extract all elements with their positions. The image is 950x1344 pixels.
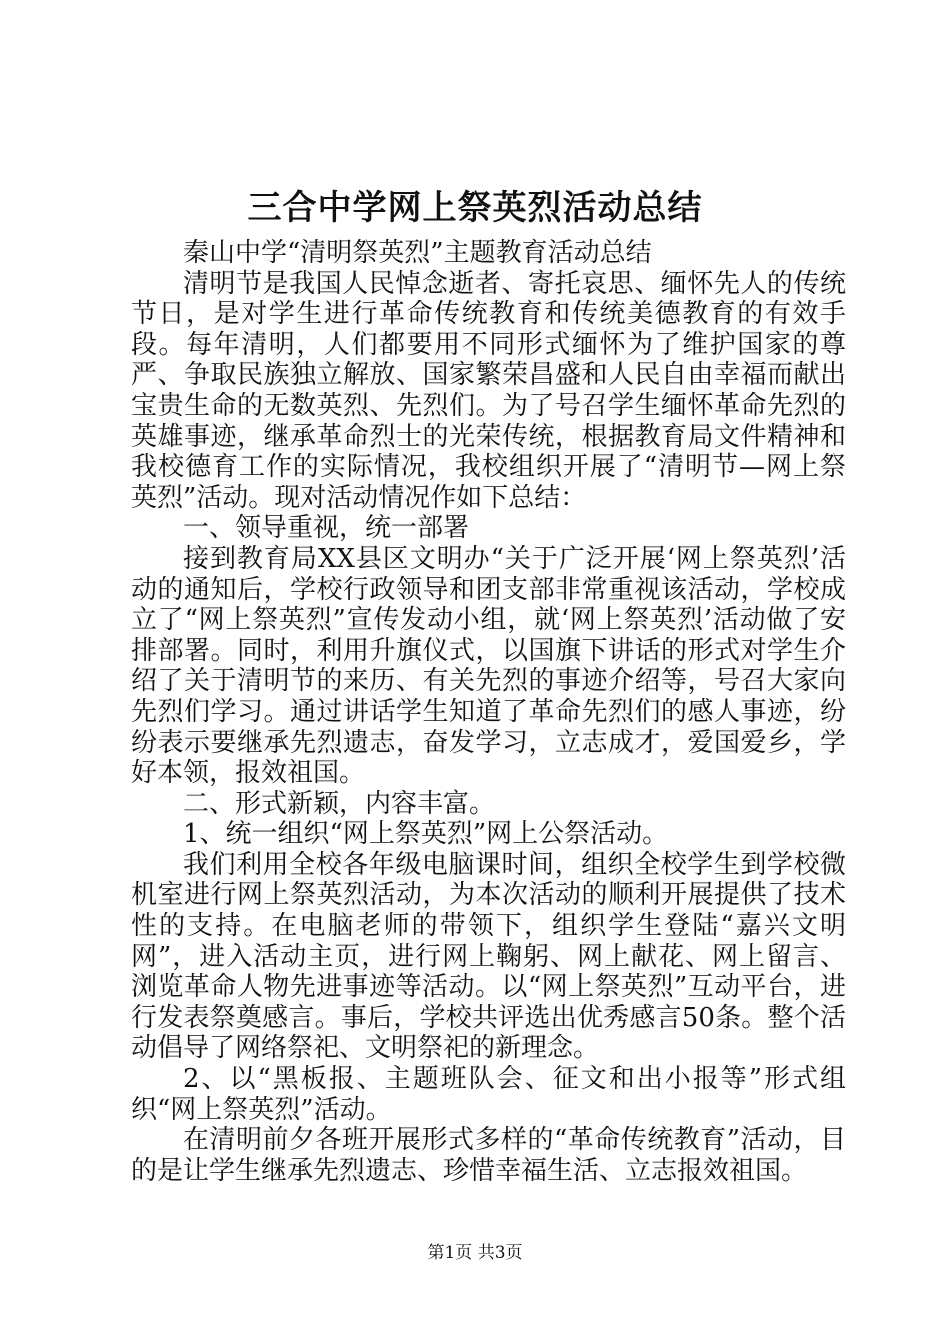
document-body [131, 238, 846, 1186]
paragraph-subsection-2: 在清明前夕各班开展形式多样的“革命传统教育”活动，目的是让学生继承先烈遗志、珍惜幸福生活、立志报效祖国。 [131, 1125, 846, 1186]
section-heading-2: 二、形式新颖，内容丰富。 [183, 788, 496, 819]
paragraph-section-1: 接到教育局XX县区文明办“关于广泛开展‘网上祭英烈’活动的通知后，学校行政领导和团支部非常重视该活动，学校成立了“网上祭英烈”宣传发动小组，就‘网上祭英烈’活动做了安排部署。同时，利用升旗仪式，以国旗下讲话的形式对学生介绍了关于清明节的来历、有关先烈的事迹介绍等，号召大家向先烈们学习。通过讲话学生知道了革命先烈们的感人事迹，纷纷表示要继承先烈遗志，奋发学习，立志成才，爱国爱乡，学好本领，报效祖国。 [131, 543, 846, 789]
subsection-heading-1: 1、统一组织“网上祭英烈”网上公祭活动。 [183, 819, 669, 850]
section-heading-1: 一、领导重视，统一部署 [183, 513, 470, 544]
paragraph-subtitle: 秦山中学“清明祭英烈”主题教育活动总结 [183, 238, 652, 268]
paragraph-subsection-1: 我们利用全校各年级电脑课时间，组织全校学生到学校微机室进行网上祭英烈活动，为本次活动的顺利开展提供了技术性的支持。在电脑老师的带领下，组织学生登陆“嘉兴文明网”，进入活动主页，进行网上鞠躬、网上献花、网上留言、浏览革命人物先进事迹等活动。以“网上祭英烈”互动平台，进行发表祭奠感言。事后，学校共评选出优秀感言50条。整个活动倡导了网络祭祀、文明祭祀的新理念。 [131, 849, 846, 1064]
page-number-footer: 第1页 共3页 [427, 1243, 523, 1263]
paragraph-intro: 清明节是我国人民悼念逝者、寄托哀思、缅怀先人的传统节日，是对学生进行革命传统教育和传统美德教育的有效手段。每年清明，人们都要用不同形式缅怀为了维护国家的尊严、争取民族独立解放、国家繁荣昌盛和人民自由幸福而献出宝贵生命的无数英烈、先烈们。为了号召学生缅怀革命先烈的英雄事迹，继承革命烈士的光荣传统，根据教育局文件精神和我校德育工作的实际情况，我校组织开展了“清明节—网上祭英烈”活动。现对活动情况作如下总结： [131, 268, 846, 513]
subsection-heading-2: 2、以“黑板报、主题班队会、征文和出小报等”形式组织“网上祭英烈”活动。 [131, 1064, 846, 1125]
document-title: 三合中学网上祭英烈活动总结 [247, 188, 703, 228]
